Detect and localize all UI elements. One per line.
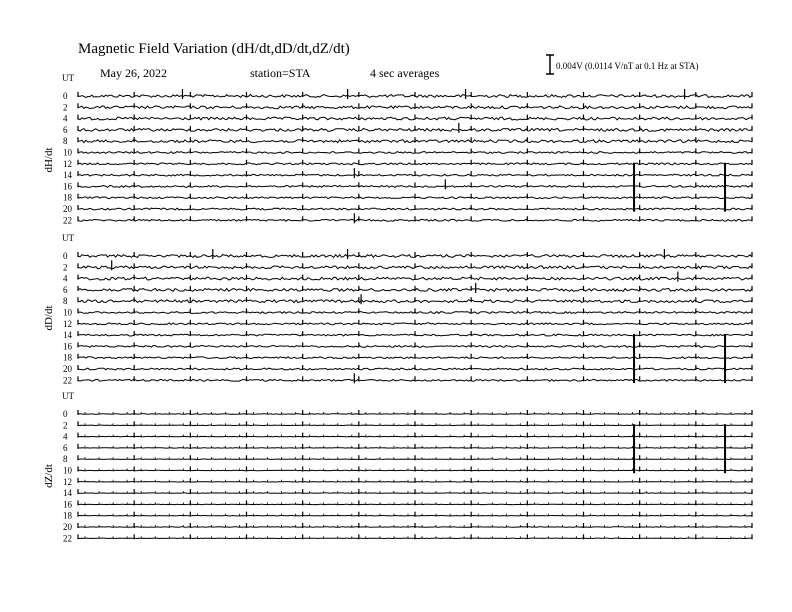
hour-label: 4 bbox=[63, 113, 68, 124]
hour-label: 10 bbox=[63, 147, 72, 158]
hour-label: 0 bbox=[63, 409, 68, 419]
hour-label: 14 bbox=[63, 488, 72, 499]
hour-label: 22 bbox=[63, 215, 72, 226]
hour-label: 8 bbox=[63, 454, 68, 465]
hour-label: 18 bbox=[63, 510, 72, 521]
hour-label: 20 bbox=[63, 522, 72, 532]
hour-label: 12 bbox=[63, 318, 72, 329]
hour-label: 4 bbox=[63, 431, 68, 442]
hour-label: 16 bbox=[63, 341, 72, 352]
ut-label: UT bbox=[62, 233, 74, 243]
station-label: station=STA bbox=[250, 66, 311, 80]
scale-label: 0.004V (0.0114 V/nT at 0.1 Hz at STA) bbox=[556, 61, 699, 71]
hour-label: 14 bbox=[63, 170, 72, 181]
hour-label: 6 bbox=[63, 442, 68, 453]
panels-group bbox=[43, 73, 752, 543]
hour-label: 12 bbox=[63, 476, 72, 487]
hour-label: 8 bbox=[63, 136, 68, 147]
hour-label: 18 bbox=[63, 352, 72, 363]
averaging-label: 4 sec averages bbox=[370, 66, 440, 80]
hour-label: 16 bbox=[63, 499, 72, 510]
hour-label: 22 bbox=[63, 533, 72, 544]
hour-label: 6 bbox=[63, 124, 68, 135]
ut-label: UT bbox=[62, 73, 74, 83]
panel-axis-label: dH/dt bbox=[43, 147, 55, 173]
hour-label: 8 bbox=[63, 296, 68, 307]
panel-dzdt bbox=[43, 391, 752, 543]
hour-label: 12 bbox=[63, 158, 72, 169]
hour-label: 14 bbox=[63, 330, 72, 341]
hour-label: 22 bbox=[63, 375, 72, 386]
hour-label: 20 bbox=[63, 204, 72, 214]
panel-dhdt bbox=[43, 73, 752, 225]
hour-label: 6 bbox=[63, 284, 68, 295]
chart-title: Magnetic Field Variation (dH/dt,dD/dt,dZ/dt) bbox=[78, 41, 350, 57]
ut-label: UT bbox=[62, 391, 74, 401]
hour-label: 2 bbox=[63, 262, 68, 273]
date-label: May 26, 2022 bbox=[100, 66, 167, 80]
panel-axis-label: dZ/dt bbox=[43, 464, 55, 488]
hour-label: 0 bbox=[63, 91, 68, 101]
hour-label: 4 bbox=[63, 273, 68, 284]
hour-label: 0 bbox=[63, 251, 68, 261]
panel-dddt bbox=[43, 233, 752, 385]
panel-axis-label: dD/dt bbox=[43, 305, 55, 331]
hour-label: 2 bbox=[63, 102, 68, 113]
scale-bar bbox=[546, 55, 698, 74]
hour-label: 18 bbox=[63, 192, 72, 203]
hour-label: 10 bbox=[63, 307, 72, 318]
hour-label: 2 bbox=[63, 420, 68, 431]
hour-label: 10 bbox=[63, 465, 72, 476]
hour-label: 16 bbox=[63, 181, 72, 192]
hour-label: 20 bbox=[63, 364, 72, 374]
